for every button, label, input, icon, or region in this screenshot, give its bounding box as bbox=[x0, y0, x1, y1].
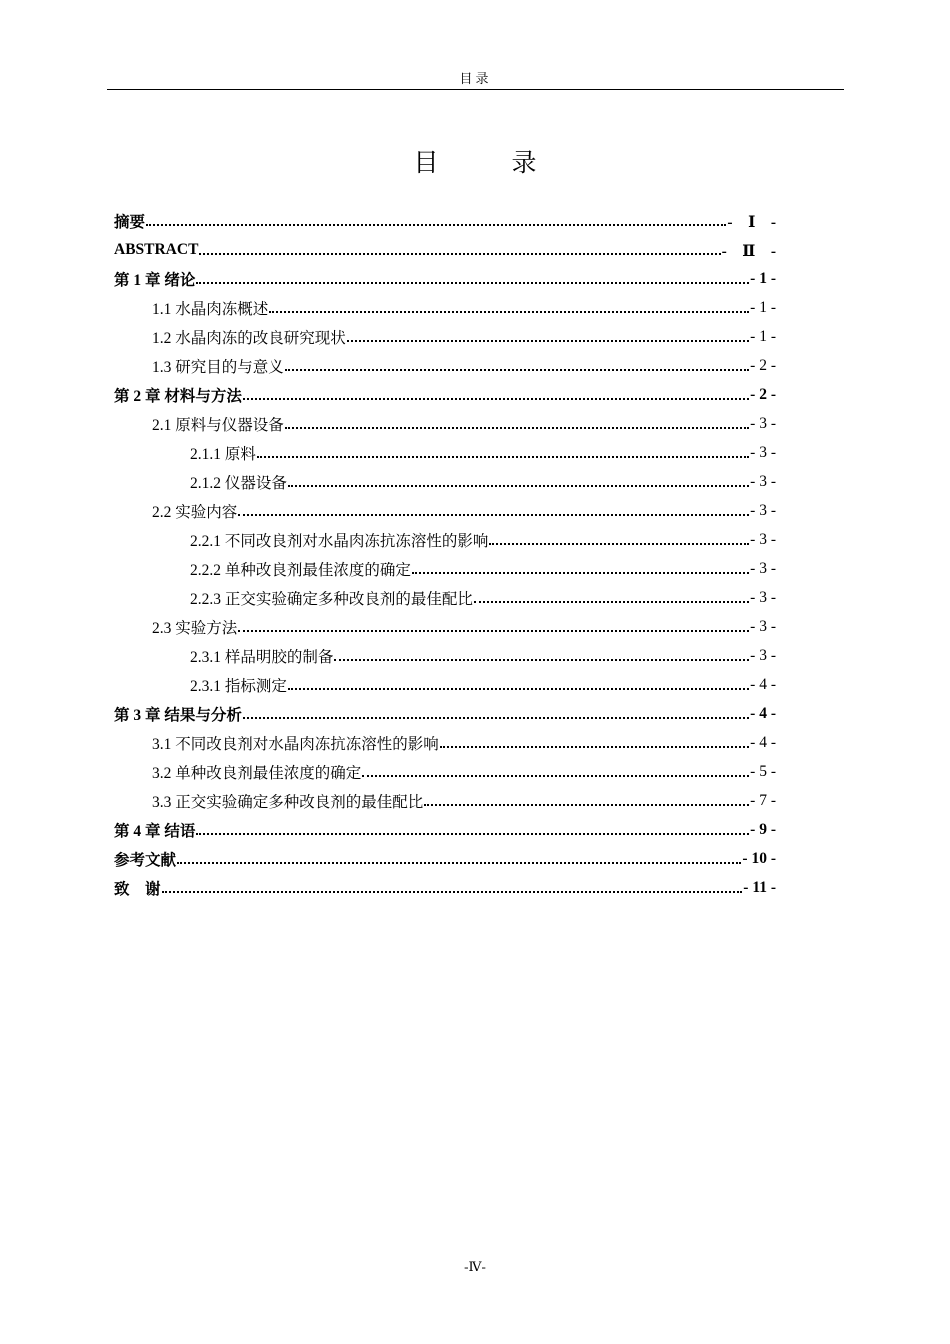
toc-entry-title: 2.3.1 指标测定 bbox=[190, 677, 287, 695]
toc-dot-leader bbox=[238, 514, 749, 516]
toc-entry-page-number: - 2 - bbox=[750, 356, 776, 374]
toc-dot-leader bbox=[288, 688, 749, 690]
toc-entry-page-number: - 3 - bbox=[750, 559, 776, 577]
toc-entry[interactable] bbox=[152, 293, 776, 322]
toc-entry-page-number: - 3 - bbox=[750, 530, 776, 548]
toc-entry-title: 3.1 不同改良剂对水晶肉冻抗冻溶性的影响 bbox=[152, 735, 439, 753]
toc-entry-title: 第 4 章 结语 bbox=[114, 822, 196, 840]
toc-entry-page-number: - 1 - bbox=[750, 298, 776, 316]
toc-entry[interactable] bbox=[114, 844, 776, 873]
toc-entry-page-number: - 3 - bbox=[750, 414, 776, 432]
toc-dot-leader bbox=[424, 804, 749, 806]
toc-entry-title: 第 3 章 结果与分析 bbox=[114, 706, 242, 724]
toc-entry-page-number: - 1 - bbox=[750, 327, 776, 345]
toc-entry[interactable] bbox=[190, 670, 776, 699]
toc-dot-leader bbox=[196, 282, 749, 284]
toc-entry-title: 1.3 研究目的与意义 bbox=[152, 358, 284, 376]
toc-entry[interactable] bbox=[152, 612, 776, 641]
toc-entry-page-number: - 3 - bbox=[750, 472, 776, 490]
toc-entry-title: 2.2.3 正交实验确定多种改良剂的最佳配比 bbox=[190, 590, 473, 608]
toc-entry-page-number: - Ⅰ - bbox=[727, 213, 776, 231]
toc-dot-leader bbox=[285, 369, 749, 371]
toc-entry-title: 3.3 正交实验确定多种改良剂的最佳配比 bbox=[152, 793, 424, 811]
toc-entry[interactable] bbox=[152, 322, 776, 351]
toc-entry-page-number: - 2 - bbox=[750, 385, 776, 403]
toc-entry[interactable] bbox=[114, 380, 776, 409]
toc-entry[interactable] bbox=[152, 757, 776, 786]
toc-entry[interactable] bbox=[152, 728, 776, 757]
toc-entry-title: 2.3 实验方法 bbox=[152, 619, 238, 637]
page-title: 目 录 bbox=[413, 148, 561, 177]
toc-entry-page-number: - 1 - bbox=[750, 269, 776, 287]
toc-entry-page-number: - 4 - bbox=[750, 733, 776, 751]
toc-dot-leader bbox=[243, 398, 749, 400]
table-of-contents bbox=[0, 206, 950, 902]
toc-entry[interactable] bbox=[190, 467, 776, 496]
toc-entry[interactable] bbox=[114, 815, 776, 844]
toc-dot-leader bbox=[362, 775, 749, 777]
toc-dot-leader bbox=[257, 456, 749, 458]
toc-entry[interactable] bbox=[114, 264, 776, 293]
toc-entry-page-number: - 3 - bbox=[750, 501, 776, 519]
toc-entry-title: 1.2 水晶肉冻的改良研究现状 bbox=[152, 329, 346, 347]
toc-entry[interactable] bbox=[152, 496, 776, 525]
toc-entry[interactable] bbox=[114, 235, 776, 264]
toc-entry-title: 摘要 bbox=[114, 213, 146, 231]
toc-dot-leader bbox=[347, 340, 749, 342]
toc-entry[interactable] bbox=[114, 873, 776, 902]
toc-entry-title: 2.2.2 单种改良剂最佳浓度的确定 bbox=[190, 561, 411, 579]
toc-entry[interactable] bbox=[190, 583, 776, 612]
toc-entry-title: ABSTRACT bbox=[114, 240, 199, 258]
toc-entry-page-number: - 4 - bbox=[750, 704, 776, 722]
toc-entry[interactable] bbox=[152, 409, 776, 438]
toc-entry[interactable] bbox=[190, 438, 776, 467]
toc-entry-page-number: - 10 - bbox=[742, 849, 776, 867]
toc-entry-page-number: - 7 - bbox=[750, 791, 776, 809]
toc-dot-leader bbox=[177, 862, 741, 864]
toc-entry[interactable] bbox=[152, 351, 776, 380]
toc-entry-title: 2.2 实验内容 bbox=[152, 503, 238, 521]
toc-dot-leader bbox=[146, 224, 726, 226]
toc-dot-leader bbox=[440, 746, 749, 748]
toc-entry[interactable] bbox=[114, 699, 776, 728]
toc-entry[interactable] bbox=[190, 525, 776, 554]
toc-entry-title: 2.3.1 样品明胶的制备 bbox=[190, 648, 334, 666]
toc-dot-leader bbox=[199, 253, 720, 255]
toc-dot-leader bbox=[238, 630, 749, 632]
toc-entry-page-number: - 11 - bbox=[743, 878, 776, 896]
toc-entry-title: 致 谢 bbox=[114, 880, 161, 898]
toc-entry-title: 2.2.1 不同改良剂对水晶肉冻抗冻溶性的影响 bbox=[190, 532, 489, 550]
toc-dot-leader bbox=[412, 572, 749, 574]
toc-entry-title: 第 1 章 绪论 bbox=[114, 271, 196, 289]
toc-entry[interactable] bbox=[152, 786, 776, 815]
toc-entry[interactable] bbox=[190, 554, 776, 583]
toc-entry-page-number: - 9 - bbox=[750, 820, 776, 838]
running-header: 目录 bbox=[459, 71, 492, 86]
toc-dot-leader bbox=[334, 659, 749, 661]
toc-entry-page-number: - 3 - bbox=[750, 588, 776, 606]
toc-entry-title: 2.1.1 原料 bbox=[190, 445, 256, 463]
toc-dot-leader bbox=[474, 601, 749, 603]
toc-dot-leader bbox=[162, 891, 743, 893]
toc-entry-page-number: - Ⅱ - bbox=[721, 242, 776, 260]
toc-entry-page-number: - 3 - bbox=[750, 443, 776, 461]
header-rule bbox=[107, 89, 844, 90]
toc-entry-page-number: - 4 - bbox=[750, 675, 776, 693]
toc-entry-title: 2.1.2 仪器设备 bbox=[190, 474, 287, 492]
toc-entry-page-number: - 5 - bbox=[750, 762, 776, 780]
toc-entry-title: 3.2 单种改良剂最佳浓度的确定 bbox=[152, 764, 362, 782]
toc-entry-page-number: - 3 - bbox=[750, 646, 776, 664]
toc-dot-leader bbox=[288, 485, 749, 487]
toc-dot-leader bbox=[285, 427, 749, 429]
toc-entry-page-number: - 3 - bbox=[750, 617, 776, 635]
toc-dot-leader bbox=[269, 311, 749, 313]
toc-entry-title: 2.1 原料与仪器设备 bbox=[152, 416, 284, 434]
toc-entry[interactable] bbox=[190, 641, 776, 670]
toc-entry[interactable] bbox=[114, 206, 776, 235]
toc-dot-leader bbox=[196, 833, 749, 835]
toc-entry-title: 第 2 章 材料与方法 bbox=[114, 387, 242, 405]
toc-dot-leader bbox=[489, 543, 749, 545]
toc-dot-leader bbox=[243, 717, 749, 719]
toc-entry-title: 1.1 水晶肉冻概述 bbox=[152, 300, 269, 318]
footer-page-number: -Ⅳ- bbox=[464, 1259, 486, 1274]
toc-entry-title: 参考文献 bbox=[114, 851, 177, 869]
